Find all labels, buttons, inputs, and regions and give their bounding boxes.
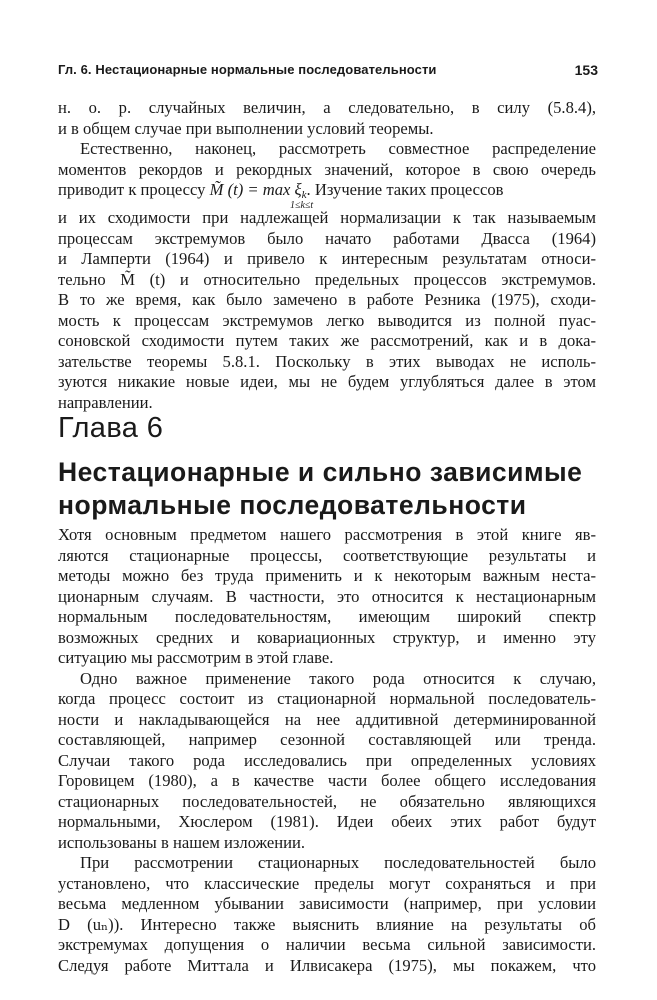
text-line: составляющей, например сезонной составляющей или тренда. (58, 730, 596, 749)
text-line: тельно M̃ (t) и относительно предельных процессов экстремумов. (58, 269, 596, 289)
formula-line (58, 180, 596, 211)
chapter-label: Глава 6 (58, 412, 164, 444)
text-line: установлено, что классические пределы могут сохраняться и при (58, 873, 596, 893)
text-line: н. о. р. случайных величин, а следовательно, в силу (5.8.4), (58, 98, 596, 117)
text-line: ности и накладывающейся на нее аддитивной детерминированной (58, 709, 596, 729)
text-line: стационарных последовательностей, не обязательно являющихся (58, 791, 596, 811)
text-line: когда процесс состоит из стационарной нормальной последователь- (58, 689, 596, 708)
text-line: В то же время, как было замечено в работе Резника (1975), сходи- (58, 290, 596, 309)
text-line: нормальным последовательностям, имеющим широкий спектр (58, 607, 596, 626)
text-line: ляются стационарные процессы, соответствующие результаты и (58, 545, 596, 565)
text-line: Хотя основным предметом нашего рассмотрения в этой книге яв- (58, 525, 596, 544)
formula-before: приводит к процессу (58, 180, 210, 199)
text-line: ситуацию мы рассмотрим в этой главе. (58, 648, 334, 667)
top-text-block (58, 98, 596, 413)
text-line: D (uₙ)). Интересно также выяснить влияние на результаты об (58, 914, 596, 934)
text-line: и в общем случае при выполнении условий теоремы. (58, 118, 434, 138)
running-head (58, 62, 598, 84)
text-line: При рассмотрении стационарных последовательностей было (80, 853, 596, 872)
chapter-title-line: нормальные последовательности (58, 490, 527, 520)
text-line: Одно важное применение такого рода относится к случаю, (80, 668, 596, 688)
text-line: Следуя работе Миттала и Илвисакера (1975), мы покажем, что (58, 955, 596, 975)
text-line: весьма медленном убывании зависимости (например, при условии (58, 894, 596, 913)
chapter-title-line: Нестационарные и сильно зависимые (58, 457, 583, 487)
text-line: методы можно без труда применить и к некоторым важным неста- (58, 566, 596, 585)
body-text-block (58, 525, 596, 976)
formula-subscript: k (301, 189, 307, 201)
text-line: направлении. (58, 392, 153, 412)
text-line: зательстве теоремы 5.8.1. Поскольку в этих выводах не исполь- (58, 351, 596, 371)
text-line: зуются никакие новые идеи, мы не будем углубляться далее в этом (58, 372, 596, 391)
text-line: соновской сходимости путем таких же рассмотрений, как и в дока- (58, 331, 596, 350)
text-line: Горовицем (1980), а в качестве части более общего исследования (58, 771, 596, 790)
max-limits: 1≤k≤t (290, 200, 314, 211)
formula-text (58, 180, 504, 206)
text-line: и их сходимости при надлежащей нормализации к так называемым (58, 208, 596, 227)
page-number: 153 (574, 62, 598, 78)
text-line: нормальными, Хюслером (1981). Идеи обеих этих работ будут (58, 812, 596, 831)
formula-expression: M̃ (t) = max ξ (209, 180, 302, 199)
text-line: процессам экстремумов было начато работами Двасса (1964) (58, 228, 596, 248)
text-line: и Ламперти (1964) и привело к интересным результатам относи- (58, 249, 596, 268)
text-line: использованы в нашем изложении. (58, 832, 305, 852)
running-title: Гл. 6. Нестационарные нормальные последовательности (58, 62, 437, 77)
formula-after: . Изучение таких процессов (306, 180, 504, 199)
text-line: ционарным случаям. В частности, это относится к нестационарным (58, 586, 596, 606)
text-line: мость к процессам экстремумов легко выводится из полной пуас- (58, 310, 596, 330)
text-line: Естественно, наконец, рассмотреть совместное распределение (80, 139, 596, 158)
text-line: Случаи такого рода исследовались при определенных условиях (58, 750, 596, 770)
chapter-title (58, 456, 598, 522)
text-line: возможных средних и ковариационных структур, и именно эту (58, 627, 596, 647)
text-line: моментов рекордов и рекордных значений, которое в свою очередь (58, 159, 596, 179)
text-line: экстремумах допущения о наличии весьма сильной зависимости. (58, 935, 596, 954)
